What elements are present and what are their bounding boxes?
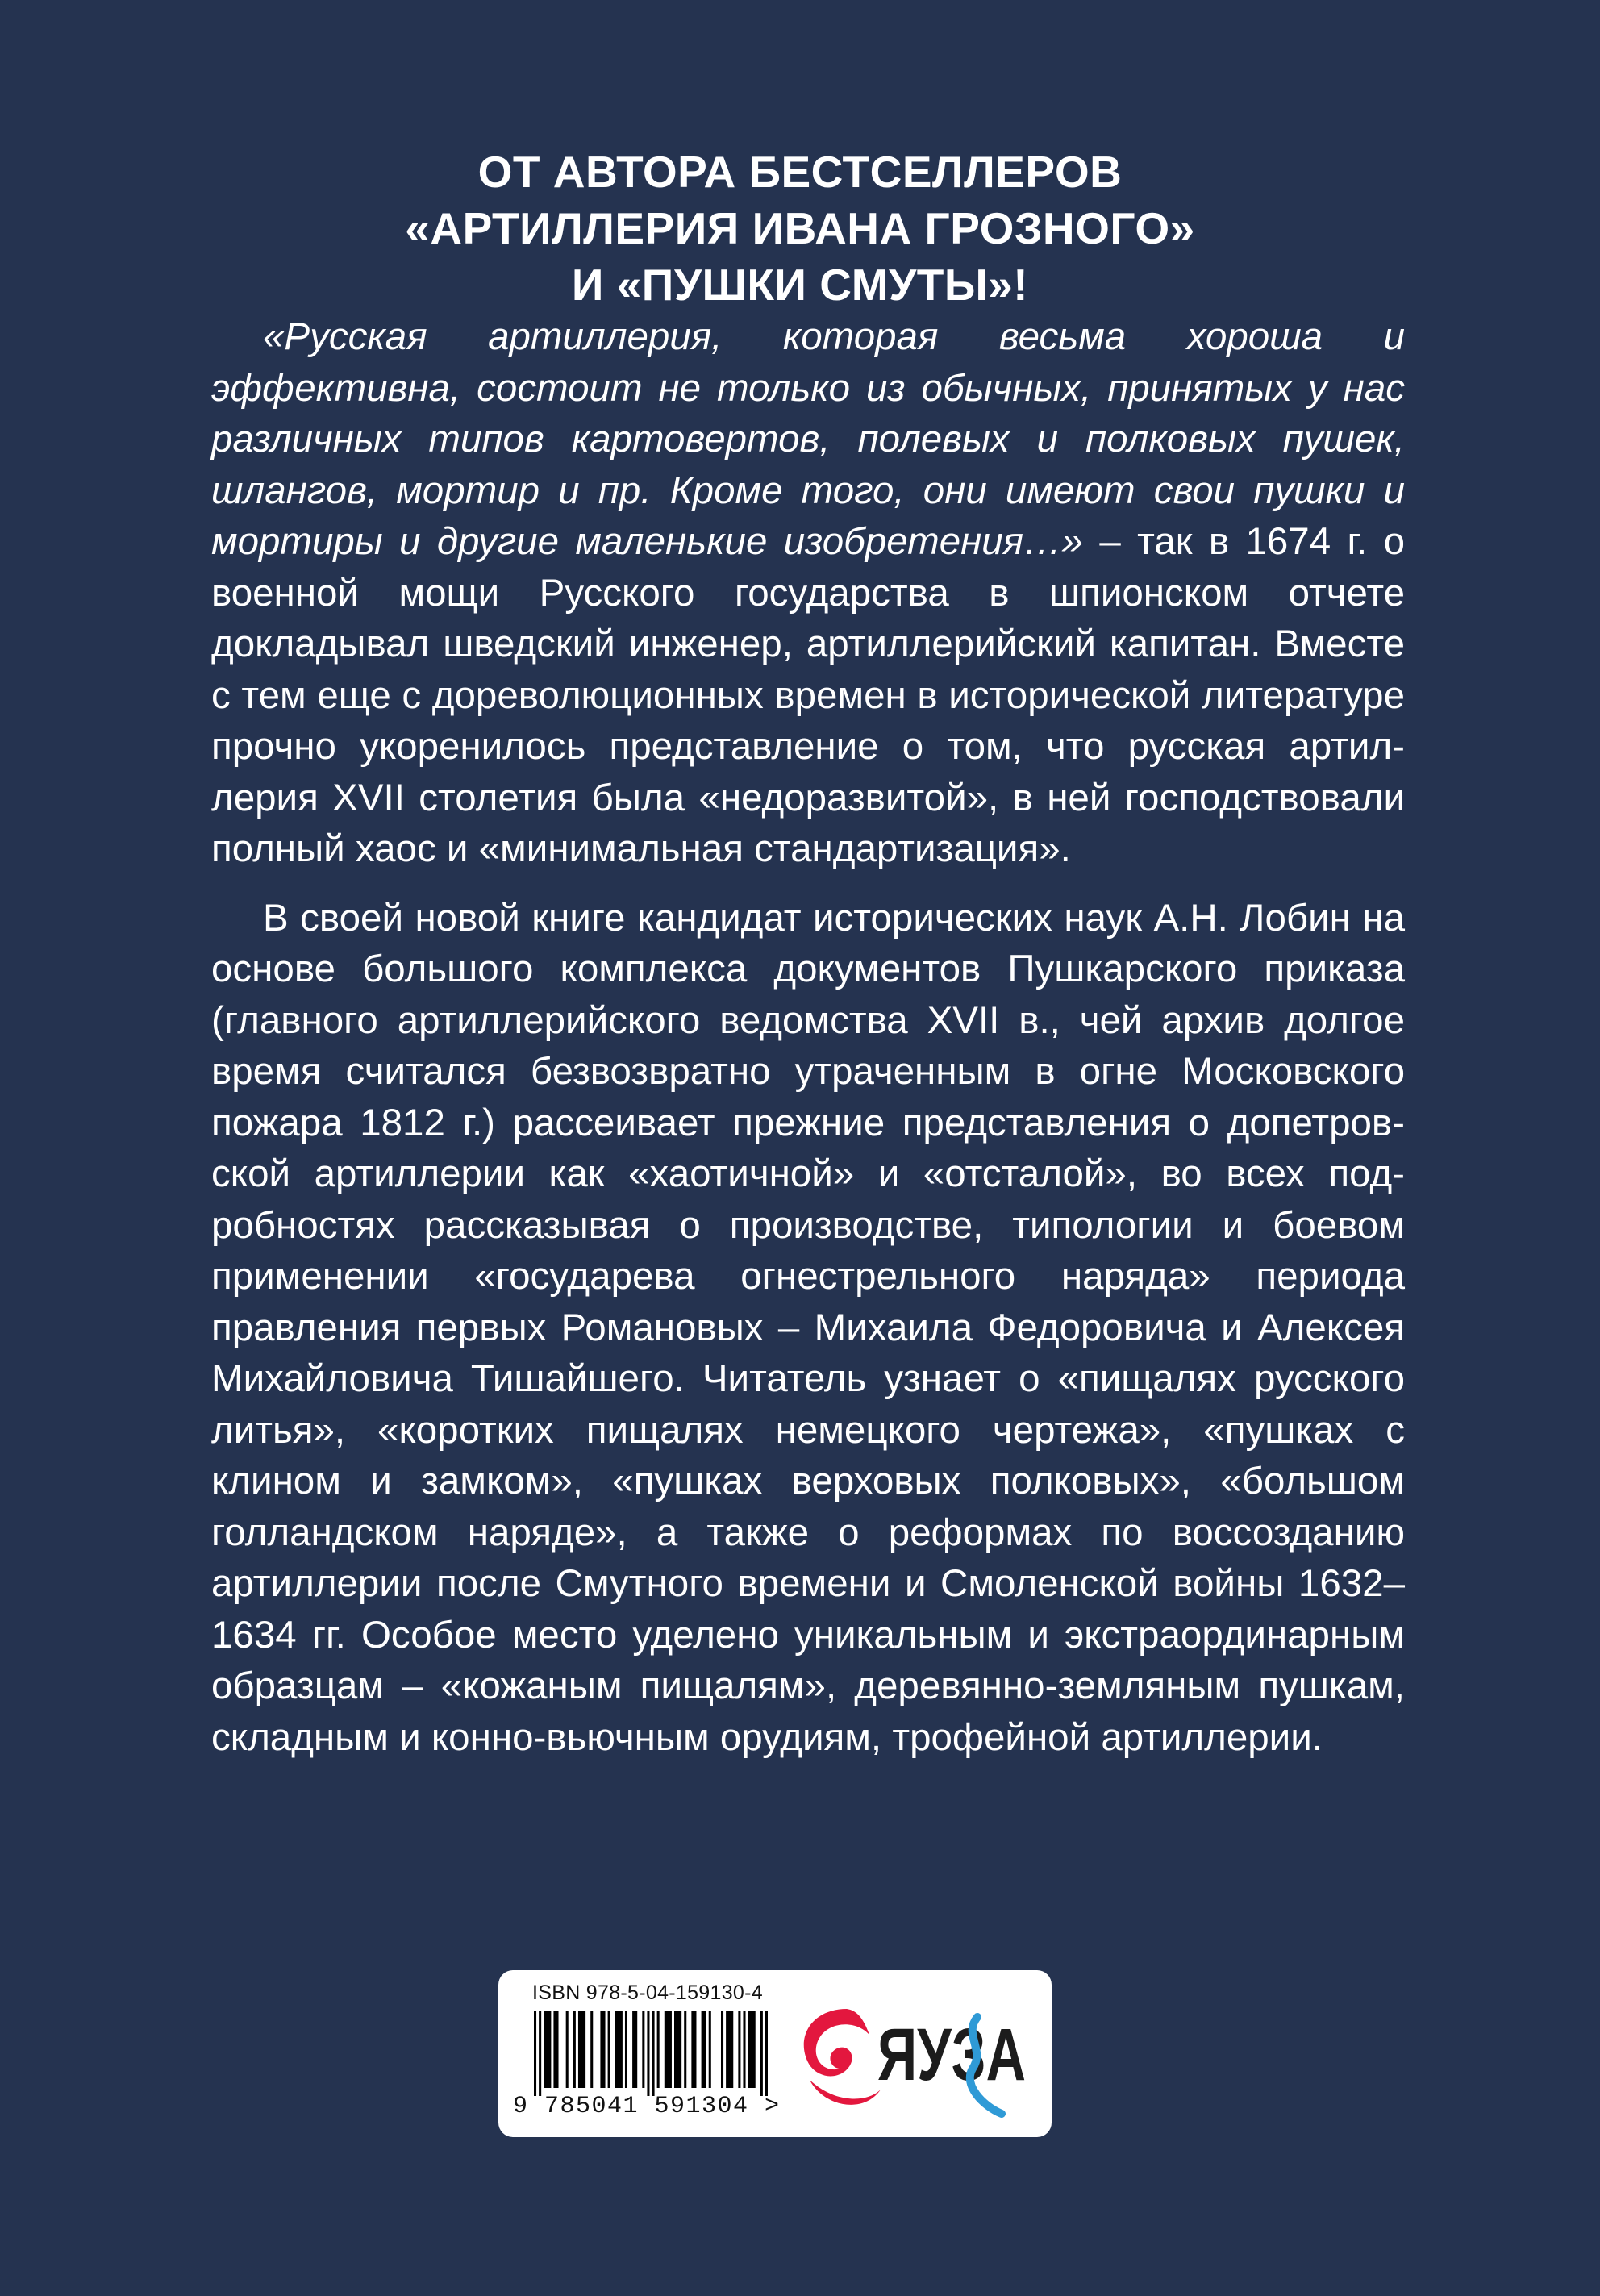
barcode-bar bbox=[534, 2011, 536, 2096]
barcode-bar bbox=[566, 2011, 569, 2088]
barcode-bar bbox=[743, 2011, 745, 2088]
barcode-bar bbox=[726, 2011, 733, 2088]
barcode-bar bbox=[691, 2011, 696, 2088]
headline bbox=[235, 144, 1365, 313]
headline-line-1: ОТ АВТОРА БЕСТСЕЛЛЕРОВ bbox=[477, 147, 1123, 197]
barcode-bar bbox=[600, 2011, 605, 2088]
barcode-bar bbox=[608, 2011, 610, 2088]
barcode-panel bbox=[498, 1970, 1052, 2137]
barcode-bar bbox=[615, 2011, 623, 2088]
barcode-bar bbox=[674, 2011, 681, 2088]
barcode-bar bbox=[738, 2011, 740, 2088]
barcode-bar bbox=[590, 2011, 593, 2088]
barcode-bar bbox=[721, 2011, 723, 2088]
barcode-bar bbox=[765, 2011, 768, 2096]
reviewer-quote: «Русская артиллерия, которая весьма хороша и эффективна, состоит не только из обычных, принятых у нас различных типов картовертов, полевых и полковых пушек, шлангов, мортир и пр. Кроме того, они имеют свои пушки и мортиры и другие маленькие изобретения…» bbox=[211, 315, 1405, 563]
headline-line-3: И «ПУШКИ СМУТЫ»! bbox=[571, 260, 1029, 310]
barcode-bar bbox=[553, 2011, 558, 2088]
barcode-bar bbox=[702, 2011, 706, 2088]
barcode-bar bbox=[684, 2011, 686, 2088]
barcode-bar bbox=[657, 2011, 660, 2088]
barcode-bar bbox=[632, 2011, 637, 2088]
description-paragraph-1-text: – так в 1674 г. о военной мощи Русского государства в шпионском отчете докладывал шведский инженер, артиллерийский капитан. Вместе с тем еще с дореволюционных времен в исторической литературе прочно укоренилось представление о том, что русская артиллерия XVII столетия была «недоразвитой», в ней господствовали полный хаос и «минимальная стандартизация». bbox=[211, 520, 1405, 870]
barcode-bar bbox=[652, 2011, 655, 2096]
logo-text: ЯУЗА bbox=[877, 2014, 1026, 2096]
yauza-publisher-logo bbox=[790, 1985, 1032, 2126]
barcode-bar bbox=[647, 2011, 649, 2096]
barcode-bar bbox=[642, 2011, 644, 2088]
barcode-bar bbox=[665, 2011, 672, 2088]
description-paragraph-2: В своей новой книге кандидат исторических наук А.Н. Лобин на основе большого комплекса документов Пушкарского приказа (главного артиллерийского ведомства XVII в., чей архив долгое время считался безвозвратно утраченным в огне Московского пожара 1812 г.) рассеивает прежние представления о допетровской артиллерии как «хаотичной» и «отсталой», во всех подробностях рассказывая о производстве, типологии и боевом применении «государева огнестрельного наряда» периода правления первых Романовых – Михаила Федоровича и Алексея Михайловича Тишайшего. Читатель узнает о «пищалях русского литья», «коротких пищалях немецкого чертежа», «пушках с клином и замком», «пушках верховых полковых», «большом голландском наряде», а также о реформах по воссозданию артиллерии после Смутного времени и Смоленской войны 1632–1634 гг. Особое место уделено уникальным и экстраординарным образцам – «кожаным пищалям», деревянно-земляным пушкам, складным и конно-вьючным орудиям, трофейной артиллерии. bbox=[211, 896, 1405, 1759]
headline-line-2: «АРТИЛЛЕРИЯ ИВАНА ГРОЗНОГО» bbox=[405, 203, 1195, 253]
logo-red-swirl-icon bbox=[804, 2009, 881, 2105]
description-paragraph-1 bbox=[211, 311, 1405, 875]
barcode-bar bbox=[625, 2011, 627, 2088]
barcode-bar bbox=[578, 2011, 585, 2088]
book-description bbox=[211, 311, 1405, 1763]
barcode-digits: 9 785041 591304 > bbox=[513, 2093, 781, 2120]
barcode-bar bbox=[539, 2011, 541, 2096]
isbn-label: ISBN 978-5-04-159130-4 bbox=[532, 1981, 763, 2004]
barcode-bar bbox=[709, 2011, 711, 2088]
barcode bbox=[534, 2011, 768, 2096]
barcode-bar bbox=[544, 2011, 551, 2088]
barcode-bar bbox=[760, 2011, 763, 2096]
barcode-bar bbox=[748, 2011, 756, 2088]
barcode-bar bbox=[573, 2011, 576, 2088]
